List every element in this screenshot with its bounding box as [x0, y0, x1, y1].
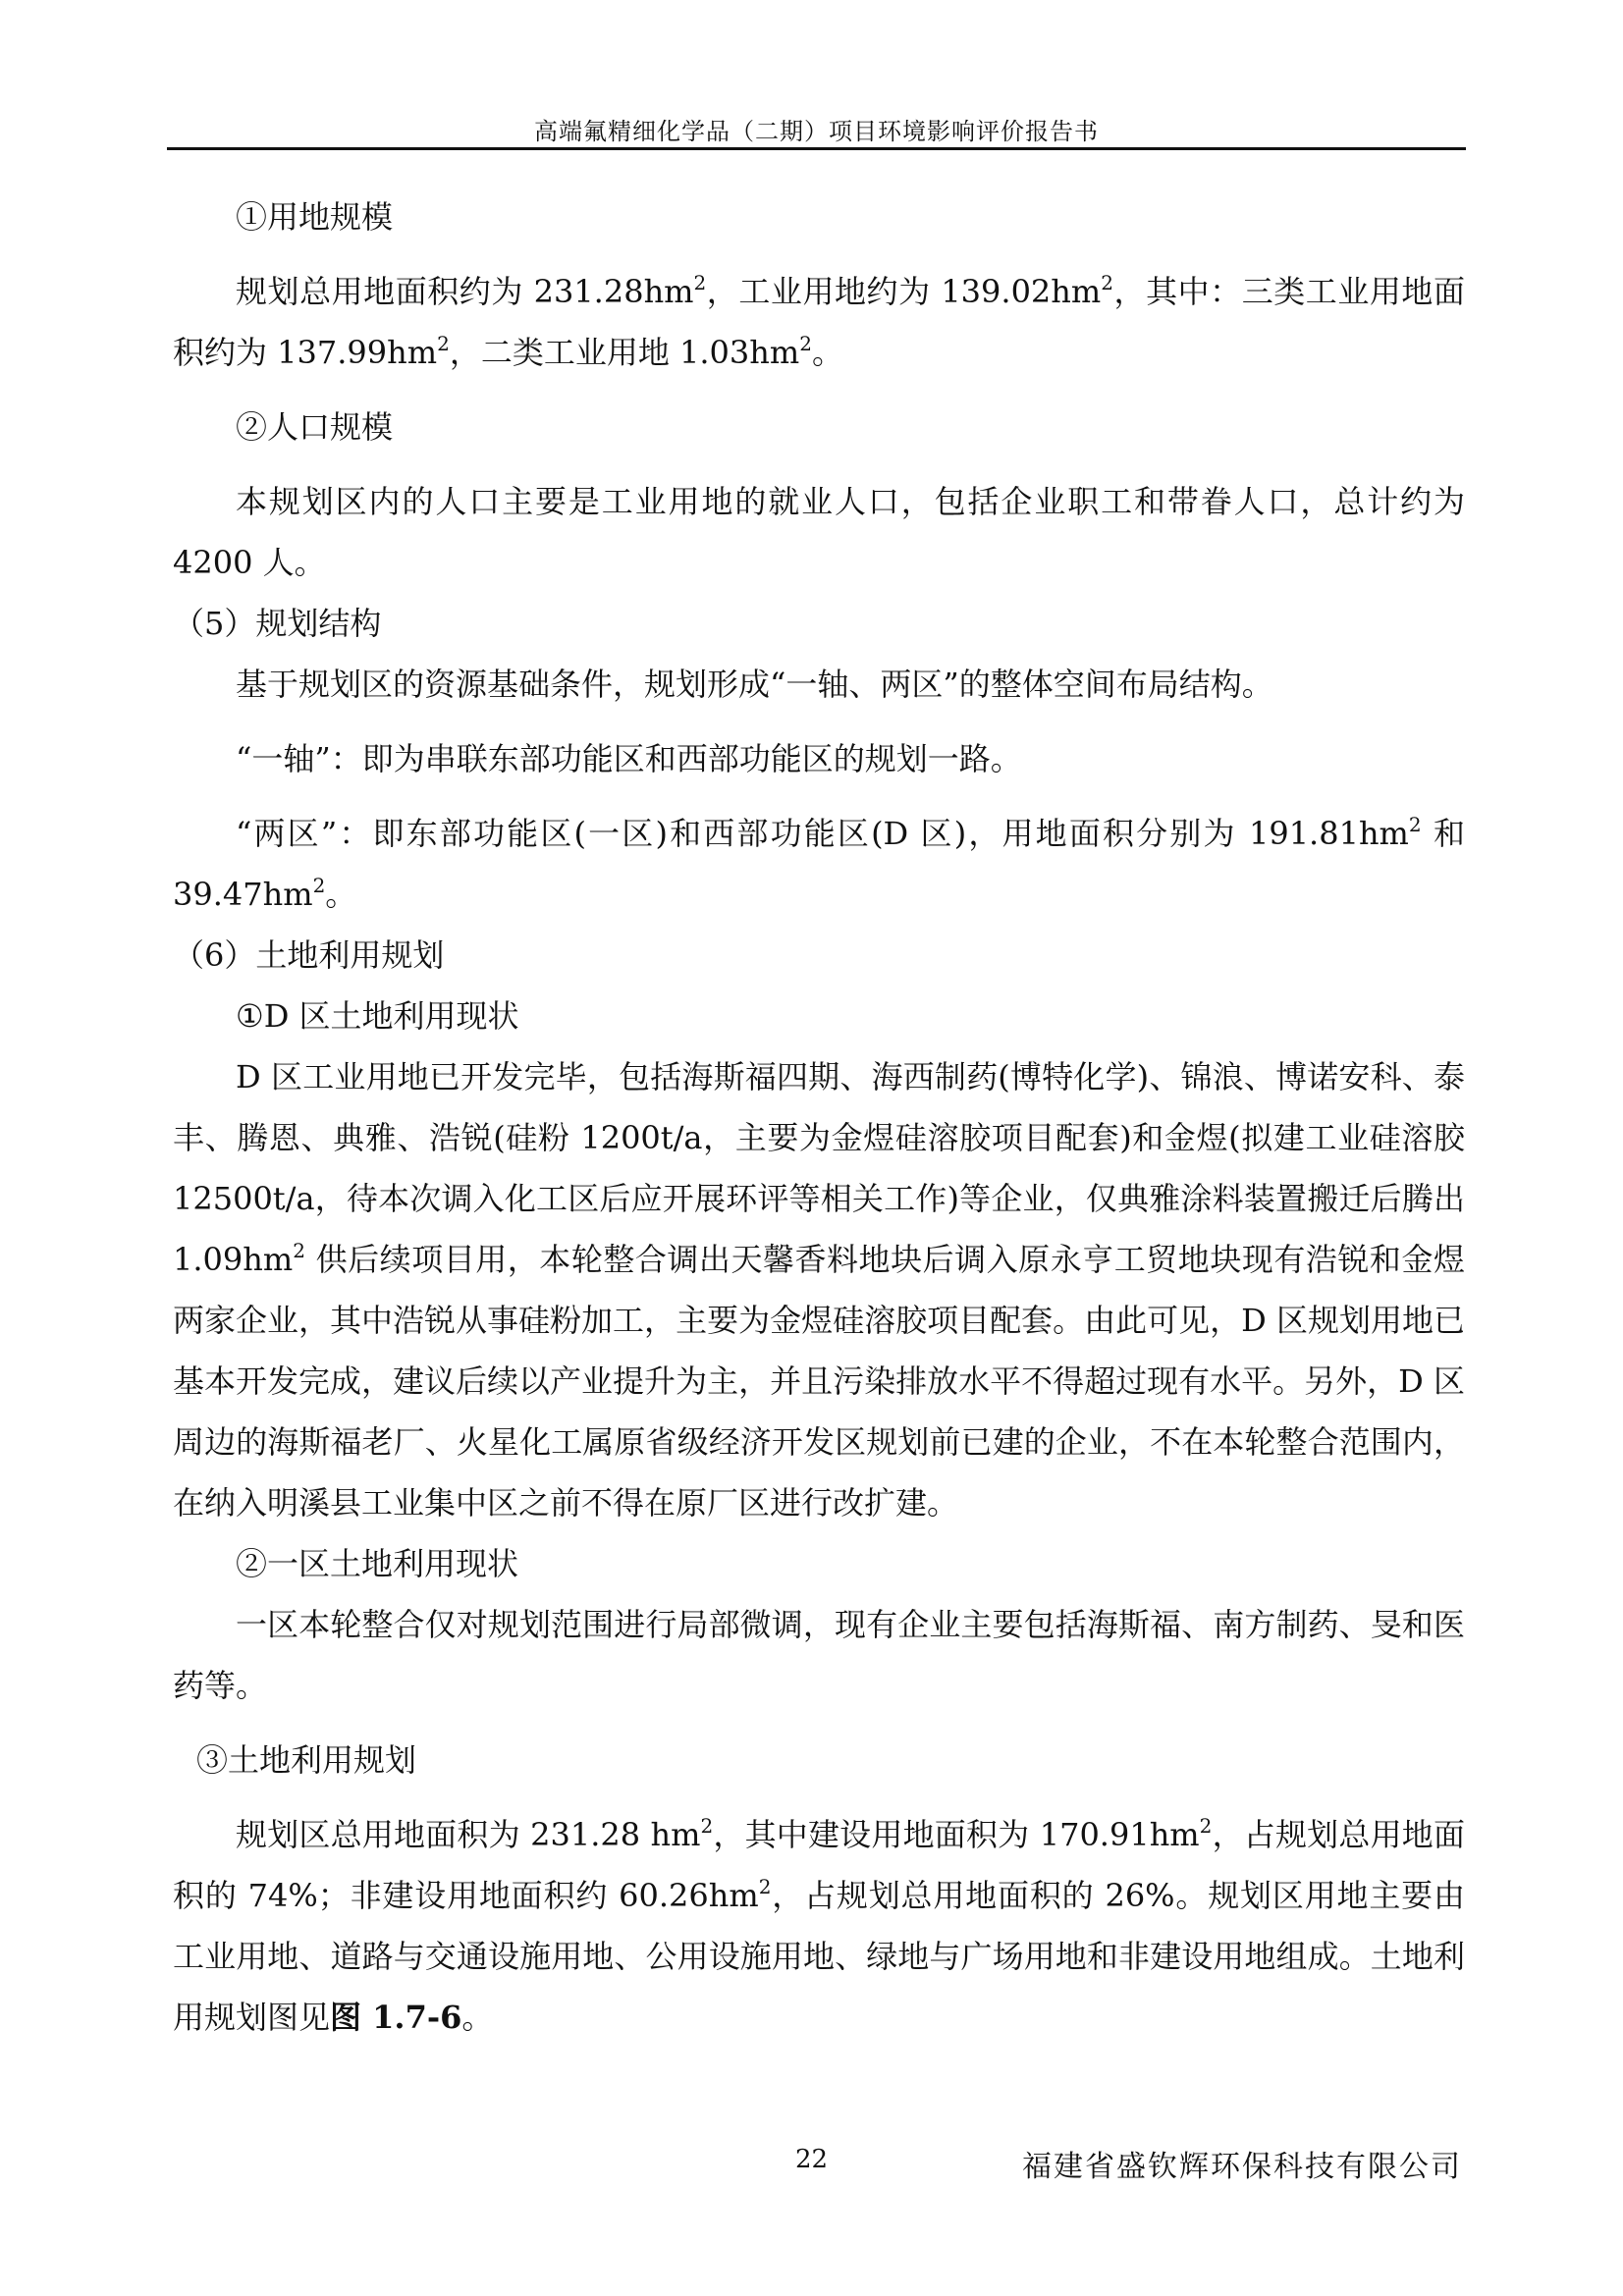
figure-reference: 图 1.7-6 [330, 1999, 462, 2036]
page-number: 22 [794, 2145, 829, 2174]
superscript: 2 [1101, 271, 1113, 294]
superscript: 2 [799, 332, 812, 355]
text-run: “两区”：即东部功能区(一区)和西部功能区(D 区)，用地面积分别为 191.81hm [236, 815, 1409, 852]
superscript: 2 [312, 874, 326, 897]
text-run: ，占规划总用地面积的 74%；非建设用地面积约 60.26hm [173, 1816, 1465, 1914]
structure-heading: （5）规划结构 [173, 605, 382, 642]
structure-paragraph-2: “一轴”：即为串联东部功能区和西部功能区的规划一路。 [236, 740, 1022, 777]
superscript: 2 [700, 1814, 714, 1838]
superscript: 2 [1408, 813, 1422, 836]
text-run: ，占规划总用地面积的 26%。规划区用地主要由工业用地、道路与交通设施用地、公用设施用地、绿地与广场用地和非建设用地组成。土地利用规划图见 [173, 1877, 1465, 2036]
header-divider [167, 147, 1466, 150]
text-run: ，二类工业用地 1.03hm [449, 334, 800, 371]
land-plan-heading: ③土地利用规划 [196, 1741, 417, 1779]
land-scale-heading: ①用地规模 [236, 198, 394, 236]
population-heading: ②人口规模 [236, 408, 394, 446]
zone-one-paragraph: 一区本轮整合仅对规划范围进行局部微调，现有企业主要包括海斯福、南方制药、旻和医药等。 [173, 1606, 1465, 1704]
text-run: ，工业用地约为 139.02hm [706, 273, 1102, 310]
population-paragraph: 本规划区内的人口主要是工业用地的就业人口，包括企业职工和带眷人口，总计约为 4200 人。 [173, 483, 1465, 581]
d-zone-paragraph [173, 1046, 1465, 1533]
text-run: D 区工业用地已开发完毕，包括海斯福四期、海西制药(博特化学)、锦浪、博诺安科、泰丰、腾恩、典雅、浩锐(硅粉 1200t/a，主要为金煜硅溶胶项目配套)和金煜(拟建工业硅溶胶 12500t/a，待本次调入化工区后应开展环评等相关工作)等企业，仅典雅涂料装置搬迁后腾出 1.09hm [173, 1058, 1465, 1278]
text-run: 规划区总用地面积为 231.28 hm [236, 1816, 701, 1853]
superscript: 2 [293, 1239, 305, 1262]
land-use-heading: （6）土地利用规划 [173, 936, 445, 974]
document-body [173, 187, 1465, 2048]
text-run: 。 [325, 876, 357, 913]
text-run: 。 [461, 1999, 494, 2036]
text-run: ，其中建设用地面积为 170.91hm [713, 1816, 1200, 1853]
structure-paragraph-1: 基于规划区的资源基础条件，规划形成“一轴、两区”的整体空间布局结构。 [236, 666, 1273, 703]
superscript: 2 [1199, 1814, 1213, 1838]
text-run: 和 39.47hm [173, 815, 1465, 913]
text-run: 规划总用地面积约为 231.28hm [236, 273, 694, 310]
superscript: 2 [437, 332, 450, 355]
company-name: 福建省盛钦辉环保科技有限公司 [1022, 2150, 1462, 2184]
text-run: 。 [811, 334, 843, 371]
text-run: ，其中：三类工业用地面积约为 137.99hm [173, 273, 1465, 371]
structure-paragraph-3 [173, 803, 1465, 925]
land-scale-paragraph [173, 261, 1465, 383]
zone-one-heading: ②一区土地利用现状 [236, 1545, 519, 1582]
page-header-title: 高端氟精细化学品（二期）项目环境影响评价报告书 [534, 118, 1099, 145]
superscript: 2 [758, 1875, 772, 1898]
superscript: 2 [693, 271, 707, 294]
d-zone-heading: ①D 区土地利用现状 [236, 997, 519, 1035]
land-plan-paragraph [173, 1804, 1465, 2048]
text-run: 供后续项目用，本轮整合调出天馨香料地块后调入原永亨工贸地块现有浩锐和金煜两家企业，其中浩锐从事硅粉加工，主要为金煜硅溶胶项目配套。由此可见，D 区规划用地已基本开发完成，建议后续以产业提升为主，并且污染排放水平不得超过现有水平。另外，D 区周边的海斯福老厂、火星化工属原省级经济开发区规划前已建的企业，不在本轮整合范围内，在纳入明溪县工业集中区之前不得在原厂区进行改扩建。 [173, 1241, 1465, 1522]
